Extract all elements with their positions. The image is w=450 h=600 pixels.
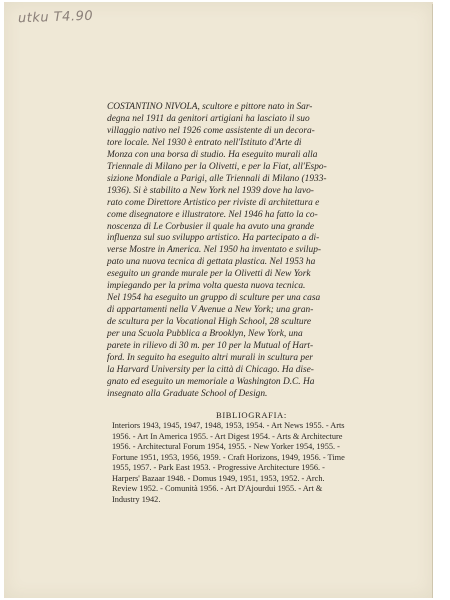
bibliography-line: Fortune 1951, 1953, 1956, 1959. - Craft Horizons, 1949, 1956. - Time [112, 452, 345, 462]
book-page [4, 2, 433, 598]
biography-line: influenza sul suo sviluppo artistico. Ha partecipato a di- [107, 233, 320, 244]
bibliography-line: Industry 1942. [112, 494, 161, 504]
bibliography-line: 1956. - Architectural Forum 1954, 1955. - New Yorker 1954, 1955. - [112, 442, 340, 452]
bibliography-line: Review 1952. - Comunità 1956. - Art D'Ajourdui 1955. - Art & [112, 484, 323, 494]
scan-margin [433, 0, 450, 600]
biography-line: per una Scuola Pubblica a Brooklyn, New York, una [107, 329, 303, 340]
bibliography-line: Harpers' Bazaar 1948. - Domus 1949, 1951, 1953, 1952. - Arch. [112, 473, 325, 483]
bibliography-line: Interiors 1943, 1945, 1947, 1948, 1953, 1954. - Art News 1955. - Arts [112, 421, 345, 430]
biography-line: insegnato alla Graduate School of Design. [107, 388, 268, 399]
biography-line: come disegnatore e illustratore. Nel 1946 ha fatto la co- [107, 209, 318, 220]
bibliography-heading: BIBLIOGRAFIA: [216, 410, 287, 420]
biography-line: 1936). Si è stabilito a New York nel 1939 dove ha lavo- [107, 185, 314, 196]
biography-line: de scultura per la Vocational High School, 28 sculture [107, 317, 312, 328]
biography-line: verse Mostre in America. Nel 1950 ha inventato e svilup- [107, 245, 322, 256]
bibliography-list [112, 421, 432, 505]
biography-line: la Harvard University per la città di Chicago. Ha dise- [107, 364, 314, 375]
biography-paragraph [107, 102, 431, 401]
biography-line: di appartamenti nella V Avenue a New York; una gran- [107, 305, 314, 316]
biography-line: COSTANTINO NIVOLA, scultore e pittore nato in Sar- [107, 102, 313, 112]
biography-line: villaggio nativo nel 1926 come assistente di un decora- [107, 125, 315, 136]
biography-line: Monza con una borsa di studio. Ha eseguito murali alla [107, 149, 318, 160]
biography-line: gnato ed eseguito un memoriale a Washington D.C. Ha [107, 376, 315, 387]
biography-line: rato come Direttore Artistico per riviste di architettura e [107, 197, 320, 208]
handwritten-annotation: utku T4.90 [17, 8, 94, 27]
biography-line: Triennale di Milano per la Olivetti, e per la Fiat, all'Espo- [107, 161, 327, 172]
biography-line: parete in rilievo di 30 m. per 10 per la Mutual of Hart- [107, 341, 314, 352]
biography-line: tore locale. Nel 1930 è entrato nell'Istituto d'Arte di [107, 137, 302, 148]
biography-line: eseguito un grande murale per la Olivetti di New York [107, 269, 311, 280]
bibliography-line: 1956. - Art In America 1955. - Art Digest 1954. - Arts & Architecture [112, 431, 343, 441]
bibliography-line: 1955, 1957. - Park East 1953. - Progressive Architecture 1956. - [112, 463, 325, 473]
biography-line: degna nel 1911 da genitori artigiani ha lasciato il suo [107, 113, 310, 124]
biography-line: impiegando per la prima volta questa nuova tecnica. [107, 281, 306, 292]
biography-line: pato una nuova tecnica di gettata plastica. Nel 1953 ha [107, 257, 316, 268]
biography-line: sizione Mondiale a Parigi, alle Triennali di Milano (1933- [107, 173, 327, 184]
biography-line: Nel 1954 ha eseguito un gruppo di sculture per una casa [107, 293, 321, 304]
biography-line: ford. In seguito ha eseguito altri murali in scultura per [107, 353, 313, 364]
biography-line: noscenza di Le Corbusier il quale ha avuto una grande [107, 221, 315, 232]
